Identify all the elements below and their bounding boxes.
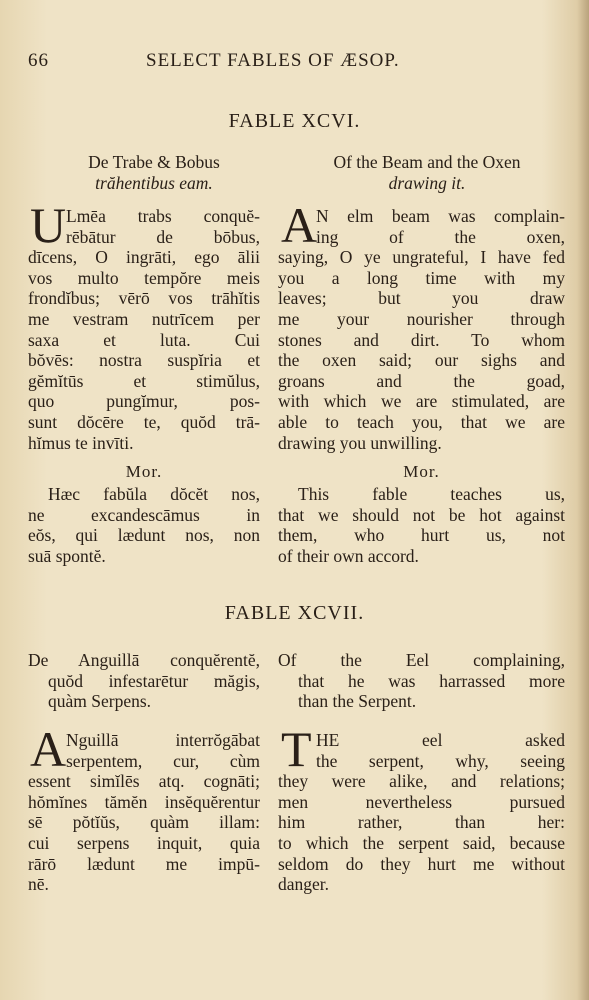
text-line: rārō lædunt me impū-: [28, 853, 260, 874]
text-line: N elm beam was complain-: [316, 206, 565, 226]
fable-97-latin-dropcap: A: [30, 721, 67, 777]
fable-96-latin-moral-label: Mor.: [125, 462, 163, 481]
text-line: they were alike, and relations;: [278, 771, 565, 792]
fable-97-title: FABLE XCVII.: [224, 602, 365, 624]
text-line: dīcens, O ingrāti, ego ālii: [28, 247, 260, 268]
text-line: ing of the oxen,: [316, 226, 565, 247]
text-line: ne excandescāmus in: [28, 504, 260, 525]
text-line: men nevertheless pursued: [278, 791, 565, 812]
fable-97-latin-body: [28, 730, 260, 895]
text-line: drawing you unwilling.: [278, 432, 442, 453]
text-line: sē pŏtĭŭs, quàm illam:: [28, 812, 260, 833]
text-line: hĭmus te invīti.: [28, 432, 134, 453]
text-line: bŏvēs: nostra suspĭria et: [28, 350, 260, 371]
text-line: them, who hurt us, not: [278, 525, 565, 546]
text-line: cui serpens inquit, quia: [28, 832, 260, 853]
text-line: saxa et luta. Cui: [28, 329, 260, 350]
fable-96-english-body: [278, 206, 565, 453]
text-line: frondĭbus; vērō vos trāhĭtis: [28, 288, 260, 309]
text-line: the serpent, why, seeing: [316, 750, 565, 771]
heading-line: than the Serpent.: [298, 691, 417, 712]
text-line: with which we are stimulated, are: [278, 391, 565, 412]
fable-96-english-dropcap: A: [281, 197, 318, 253]
text-line: sunt dŏcēre te, quŏd trā-: [28, 411, 260, 432]
text-line: HE eel asked: [316, 730, 565, 750]
text-line: Lmēa trabs conquĕ-: [66, 206, 260, 226]
heading-line: De Trabe & Bobus: [88, 152, 220, 172]
text-line: Hæc fabŭla dŏcĕt nos,: [48, 484, 260, 504]
text-line: Nguillā interrŏgābat: [66, 730, 260, 750]
text-line: me your nourisher through: [278, 308, 565, 329]
text-line: me vestram nutrīcem per: [28, 308, 260, 329]
fable-96-latin-body: [28, 206, 260, 453]
text-line: quo pungĭmur, pos-: [28, 391, 260, 412]
heading-line: quŏd infestarētur măgis,: [48, 670, 260, 691]
text-line: saying, O ye ungrateful, I have fed: [278, 247, 565, 268]
fable-97-latin-heading: [28, 650, 260, 712]
fable-97-english-heading: [278, 650, 565, 712]
text-line: This fable teaches us,: [298, 484, 565, 504]
text-line: vos multo tempŏre meis: [28, 267, 260, 288]
page-number: 66: [28, 50, 49, 71]
text-line: of their own accord.: [278, 545, 419, 566]
text-line: leaves; but you draw: [278, 288, 565, 309]
text-line: him rather, than her:: [278, 812, 565, 833]
fable-96-english-heading: [290, 152, 564, 193]
heading-line: quàm Serpens.: [48, 691, 152, 712]
text-line: stones and dirt. To whom: [278, 329, 565, 350]
text-line: nē.: [28, 874, 49, 895]
text-line: to which the serpent said, because: [278, 832, 565, 853]
text-line: suā spontĕ.: [28, 545, 106, 566]
heading-line: trăhentibus eam.: [95, 172, 213, 193]
heading-line: Of the Eel complaining,: [278, 650, 565, 670]
text-line: gĕmĭtūs et stimŭlus,: [28, 370, 260, 391]
running-head: [28, 50, 568, 76]
fable-96-title: FABLE XCVI.: [228, 110, 361, 132]
heading-line: that he was harrassed more: [298, 670, 565, 691]
fable-96-latin-heading: [48, 152, 260, 193]
heading-line: De Anguillā conquĕrentĕ,: [28, 650, 260, 670]
fable-96-english-moral: [278, 484, 565, 566]
page-gutter-shadow: [577, 0, 589, 1000]
text-line: eŏs, qui lædunt nos, non: [28, 525, 260, 546]
text-line: you a long time with my: [278, 267, 565, 288]
text-line: groans and the goad,: [278, 370, 565, 391]
fable-96-latin-dropcap: U: [30, 197, 67, 253]
text-line: danger.: [278, 874, 330, 895]
text-line: essent simĭlēs atq. cognāti;: [28, 771, 260, 792]
fable-96-english-moral-label: Mor.: [403, 462, 440, 481]
text-line: able to teach you, that we are: [278, 411, 565, 432]
text-line: serpentem, cur, cùm: [66, 750, 260, 771]
fable-96-latin-moral: [28, 484, 260, 566]
heading-line: Of the Beam and the Oxen: [333, 152, 521, 172]
text-line: the oxen said; our sighs and: [278, 350, 565, 371]
fable-97-english-body: [278, 730, 565, 895]
fable-97-english-dropcap: T: [281, 721, 312, 777]
book-title: SELECT FABLES OF ÆSOP.: [146, 50, 400, 71]
text-line: rēbātur de bōbus,: [66, 226, 260, 247]
text-line: that we should not be hot against: [278, 504, 565, 525]
text-line: hŏmĭnes tămĕn insĕquĕrentur: [28, 791, 260, 812]
heading-line: drawing it.: [388, 172, 466, 193]
text-line: seldom do they hurt me without: [278, 853, 565, 874]
